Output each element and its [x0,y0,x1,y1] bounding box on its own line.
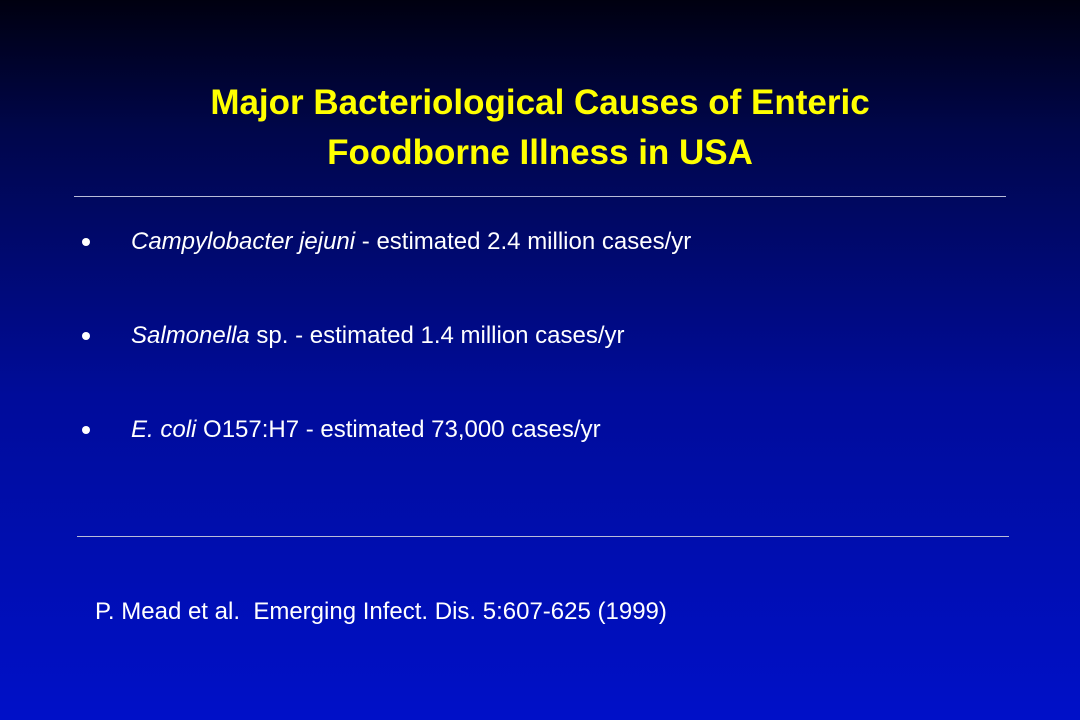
bullet-dot-icon [82,426,90,434]
slide-title-line-2: Foodborne Illness in USA [327,133,753,172]
bullet-dot-icon [82,332,90,340]
organism-name: Campylobacter jejuni [131,228,356,255]
organism-name: Salmonella [131,322,250,349]
citation: P. Mead et al. Emerging Infect. Dis. 5:607-625 (1999) [95,598,667,625]
bullet-detail: - estimated 2.4 million cases/yr [355,228,692,255]
bullet-text [131,222,691,262]
bullet-detail: sp. - estimated 1.4 million cases/yr [249,322,625,349]
top-divider [74,196,1006,197]
organism-name: E. coli [131,416,197,443]
bottom-divider [77,536,1009,537]
bullet-dot-icon [82,238,90,246]
bullet-text [131,316,625,356]
bullet-detail: O157:H7 - estimated 73,000 cases/yr [196,416,601,443]
slide-title-line-1: Major Bacteriological Causes of Enteric [210,83,870,122]
bullet-text [131,410,601,450]
slide-title [0,78,1080,178]
